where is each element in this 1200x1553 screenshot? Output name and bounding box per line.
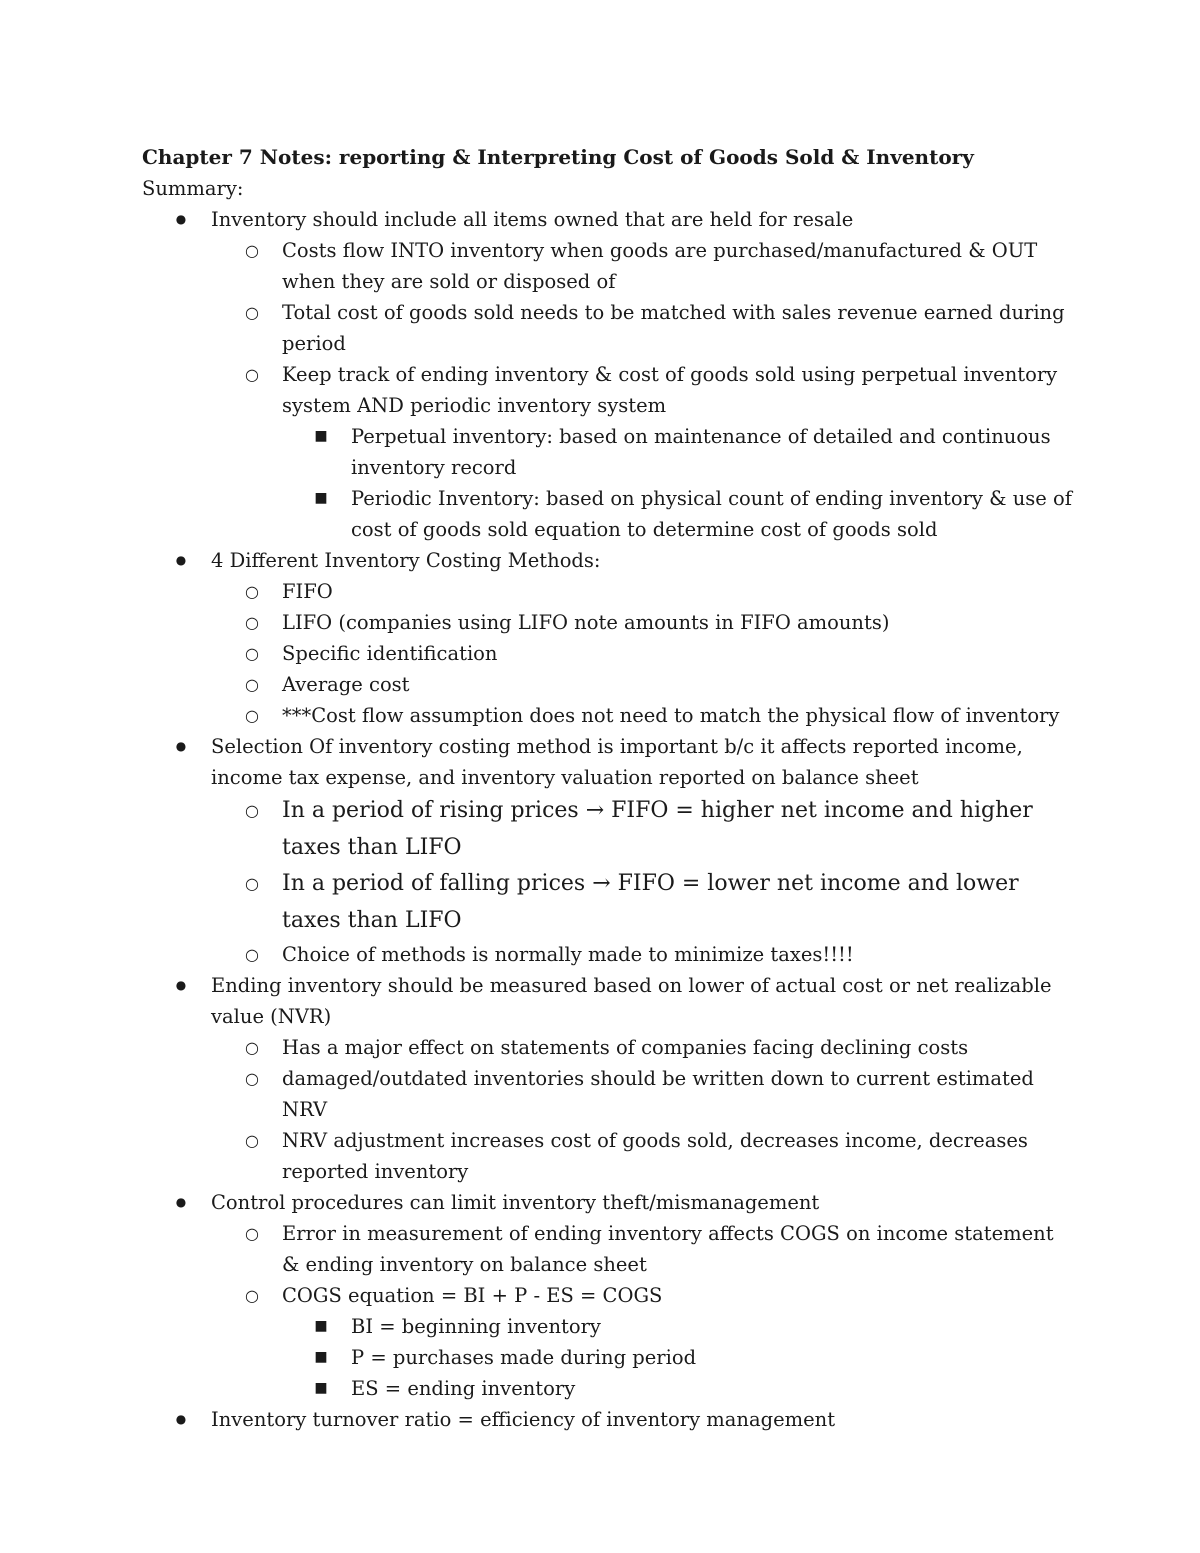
filled-circle-bullet-icon: ● [175, 739, 187, 753]
list-item [142, 731, 1072, 970]
main-bullet-list [142, 204, 1072, 1435]
list-item [142, 204, 1072, 545]
sub-sub-bullet-list [211, 1311, 1072, 1404]
list-item-text: Error in measurement of ending inventory affects COGS on income statement & ending inventory on balance sheet [282, 1222, 1054, 1276]
hollow-circle-bullet-icon: ○ [245, 613, 259, 632]
filled-circle-bullet-icon: ● [175, 212, 187, 226]
hollow-circle-bullet-icon: ○ [245, 241, 259, 260]
list-item-text: Control procedures can limit inventory theft/mismanagement [211, 1191, 820, 1214]
sub-bullet-list [142, 793, 1072, 970]
list-item-text: COGS equation = BI + P - ES = COGS [282, 1284, 663, 1307]
document-title: Chapter 7 Notes: reporting & Interpreting Cost of Goods Sold & Inventory [142, 145, 974, 169]
list-item [211, 866, 1072, 939]
sub-bullet-list [142, 576, 1072, 731]
filled-circle-bullet-icon: ● [175, 1412, 187, 1426]
list-item [211, 297, 1072, 359]
list-item [211, 235, 1072, 297]
list-item-text: NRV adjustment increases cost of goods sold, decreases income, decreases reported inventory [282, 1129, 1028, 1183]
hollow-circle-bullet-icon: ○ [245, 706, 259, 725]
list-item-text: In a period of falling prices → FIFO = lower net income and lower taxes than LIFO [282, 871, 1019, 933]
hollow-circle-bullet-icon: ○ [245, 303, 259, 322]
hollow-circle-bullet-icon: ○ [245, 675, 259, 694]
sub-bullet-list [142, 235, 1072, 545]
list-item [282, 421, 1072, 483]
list-item-text: ES = ending inventory [351, 1377, 576, 1400]
list-item-text: Total cost of goods sold needs to be matched with sales revenue earned during period [282, 301, 1065, 355]
list-item-text: LIFO (companies using LIFO note amounts in FIFO amounts) [282, 611, 890, 634]
document-body [142, 142, 1072, 1435]
filled-circle-bullet-icon: ● [175, 553, 187, 567]
list-item [211, 576, 1072, 607]
filled-circle-bullet-icon: ● [175, 1195, 187, 1209]
filled-circle-bullet-icon: ● [175, 978, 187, 992]
list-item-text: Specific identification [282, 642, 498, 665]
list-item [211, 1280, 1072, 1404]
list-item-text: BI = beginning inventory [351, 1315, 601, 1338]
list-item-text: 4 Different Inventory Costing Methods: [211, 549, 601, 572]
list-item-text: damaged/outdated inventories should be written down to current estimated NRV [282, 1067, 1034, 1121]
hollow-circle-bullet-icon: ○ [245, 874, 259, 893]
hollow-circle-bullet-icon: ○ [245, 582, 259, 601]
list-item-text: Selection Of inventory costing method is important b/c it affects reported income, income tax expense, and inventory valuation reported on balance sheet [211, 735, 1023, 789]
list-item-text: Has a major effect on statements of companies facing declining costs [282, 1036, 969, 1059]
hollow-circle-bullet-icon: ○ [245, 1069, 259, 1088]
list-item [211, 669, 1072, 700]
list-item-text: Keep track of ending inventory & cost of goods sold using perpetual inventory system AND periodic inventory system [282, 363, 1058, 417]
list-item [142, 970, 1072, 1187]
list-item [211, 939, 1072, 970]
list-item [211, 1032, 1072, 1063]
list-item-text: Perpetual inventory: based on maintenance of detailed and continuous inventory record [351, 425, 1051, 479]
list-item [142, 1404, 1072, 1435]
list-item-text: P = purchases made during period [351, 1346, 697, 1369]
list-item [142, 545, 1072, 731]
list-item [211, 793, 1072, 866]
hollow-circle-bullet-icon: ○ [245, 644, 259, 663]
summary-label: Summary: [142, 177, 244, 200]
list-item [142, 1187, 1072, 1404]
list-item [282, 483, 1072, 545]
list-item [211, 1125, 1072, 1187]
square-bullet-icon: ■ [314, 1380, 328, 1396]
hollow-circle-bullet-icon: ○ [245, 1286, 259, 1305]
square-bullet-icon: ■ [314, 490, 328, 506]
square-bullet-icon: ■ [314, 1318, 328, 1334]
sub-bullet-list [142, 1218, 1072, 1404]
list-item [282, 1373, 1072, 1404]
list-item [211, 638, 1072, 669]
list-item-text: Periodic Inventory: based on physical count of ending inventory & use of cost of goods sold equation to determine cost of goods sold [351, 487, 1072, 541]
list-item [211, 1218, 1072, 1280]
sub-sub-bullet-list [211, 421, 1072, 545]
list-item [211, 700, 1072, 731]
hollow-circle-bullet-icon: ○ [245, 1131, 259, 1150]
list-item-text: Inventory should include all items owned that are held for resale [211, 208, 854, 231]
hollow-circle-bullet-icon: ○ [245, 801, 259, 820]
list-item [211, 1063, 1072, 1125]
list-item-text: In a period of rising prices → FIFO = higher net income and higher taxes than LIFO [282, 798, 1033, 860]
list-item [211, 359, 1072, 545]
hollow-circle-bullet-icon: ○ [245, 1224, 259, 1243]
list-item-text: FIFO [282, 580, 333, 603]
sub-bullet-list [142, 1032, 1072, 1187]
list-item-text: Ending inventory should be measured based on lower of actual cost or net realizable value (NVR) [211, 974, 1052, 1028]
list-item [282, 1311, 1072, 1342]
list-item [282, 1342, 1072, 1373]
list-item-text: Choice of methods is normally made to minimize taxes!!!! [282, 943, 854, 966]
hollow-circle-bullet-icon: ○ [245, 1038, 259, 1057]
list-item [211, 607, 1072, 638]
square-bullet-icon: ■ [314, 428, 328, 444]
hollow-circle-bullet-icon: ○ [245, 365, 259, 384]
list-item-text: Inventory turnover ratio = efficiency of inventory management [211, 1408, 836, 1431]
list-item-text: Average cost [282, 673, 410, 696]
list-item-text: Costs flow INTO inventory when goods are purchased/manufactured & OUT when they are sold or disposed of [282, 239, 1038, 293]
list-item-text: ***Cost flow assumption does not need to match the physical flow of inventory [282, 704, 1060, 727]
hollow-circle-bullet-icon: ○ [245, 945, 259, 964]
square-bullet-icon: ■ [314, 1349, 328, 1365]
